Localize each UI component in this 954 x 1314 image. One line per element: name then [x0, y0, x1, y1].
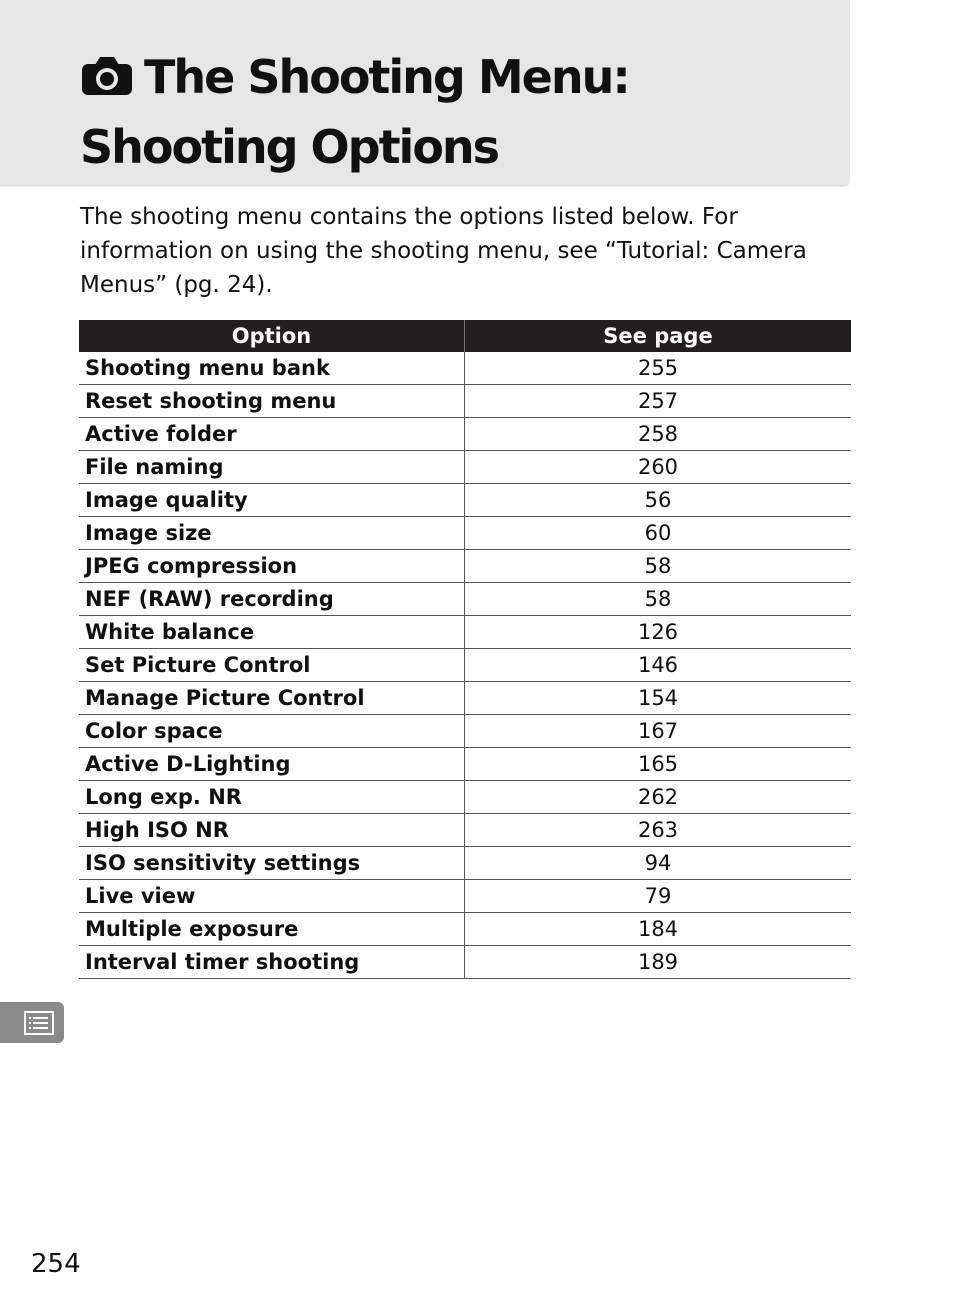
- option-name: Image size: [79, 517, 465, 550]
- option-name: NEF (RAW) recording: [79, 583, 465, 616]
- option-name: Shooting menu bank: [79, 352, 465, 385]
- option-name: Manage Picture Control: [79, 682, 465, 715]
- table-row: [79, 616, 851, 649]
- option-name: High ISO NR: [79, 814, 465, 847]
- table-row: [79, 550, 851, 583]
- page-reference: 58: [465, 583, 852, 616]
- table-row: [79, 946, 851, 979]
- option-name: Active D-Lighting: [79, 748, 465, 781]
- option-name: Reset shooting menu: [79, 385, 465, 418]
- page-reference: 79: [465, 880, 852, 913]
- page-reference: 257: [465, 385, 852, 418]
- page-reference: 58: [465, 550, 852, 583]
- section-tab[interactable]: [0, 1002, 64, 1043]
- option-name: Interval timer shooting: [79, 946, 465, 979]
- camera-icon: [80, 48, 134, 114]
- table-row: [79, 352, 851, 385]
- title-text-1: The Shooting Menu:: [144, 50, 629, 104]
- column-header-page: See page: [465, 320, 852, 352]
- table-row: [79, 385, 851, 418]
- page-reference: 263: [465, 814, 852, 847]
- page-title: [80, 44, 629, 180]
- column-header-option: Option: [79, 320, 465, 352]
- option-name: Live view: [79, 880, 465, 913]
- page-reference: 94: [465, 847, 852, 880]
- page-reference: 258: [465, 418, 852, 451]
- title-line-1: [80, 44, 629, 114]
- table-row: [79, 781, 851, 814]
- table-row: [79, 583, 851, 616]
- table-row: [79, 880, 851, 913]
- option-name: Long exp. NR: [79, 781, 465, 814]
- table-header-row: [79, 320, 851, 352]
- option-name: Color space: [79, 715, 465, 748]
- intro-paragraph: The shooting menu contains the options listed below. For information on using the shooting menu, see “Tutorial: Camera Menus” (pg. 24).: [80, 204, 807, 298]
- option-name: Image quality: [79, 484, 465, 517]
- option-name: Set Picture Control: [79, 649, 465, 682]
- table-row: [79, 484, 851, 517]
- page-number: 254: [31, 1249, 81, 1279]
- table-row: [79, 418, 851, 451]
- page-reference: 260: [465, 451, 852, 484]
- table-row: [79, 451, 851, 484]
- table-row: [79, 682, 851, 715]
- title-line-2: Shooting Options: [80, 120, 499, 174]
- page-reference: 189: [465, 946, 852, 979]
- page-reference: 165: [465, 748, 852, 781]
- option-name: Active folder: [79, 418, 465, 451]
- page-reference: 262: [465, 781, 852, 814]
- option-name: ISO sensitivity settings: [79, 847, 465, 880]
- option-name: White balance: [79, 616, 465, 649]
- page-reference: 126: [465, 616, 852, 649]
- table-row: [79, 847, 851, 880]
- table-row: [79, 715, 851, 748]
- page-reference: 146: [465, 649, 852, 682]
- option-name: JPEG compression: [79, 550, 465, 583]
- table-row: [79, 913, 851, 946]
- option-name: Multiple exposure: [79, 913, 465, 946]
- page-reference: 255: [465, 352, 852, 385]
- page-reference: 56: [465, 484, 852, 517]
- table-row: [79, 649, 851, 682]
- page-reference: 60: [465, 517, 852, 550]
- page-reference: 167: [465, 715, 852, 748]
- option-name: File naming: [79, 451, 465, 484]
- page-reference: 154: [465, 682, 852, 715]
- page-reference: 184: [465, 913, 852, 946]
- options-table: [79, 320, 851, 979]
- menu-list-icon: [24, 1011, 54, 1035]
- table-row: [79, 748, 851, 781]
- table-row: [79, 814, 851, 847]
- table-body: [79, 352, 851, 979]
- table-row: [79, 517, 851, 550]
